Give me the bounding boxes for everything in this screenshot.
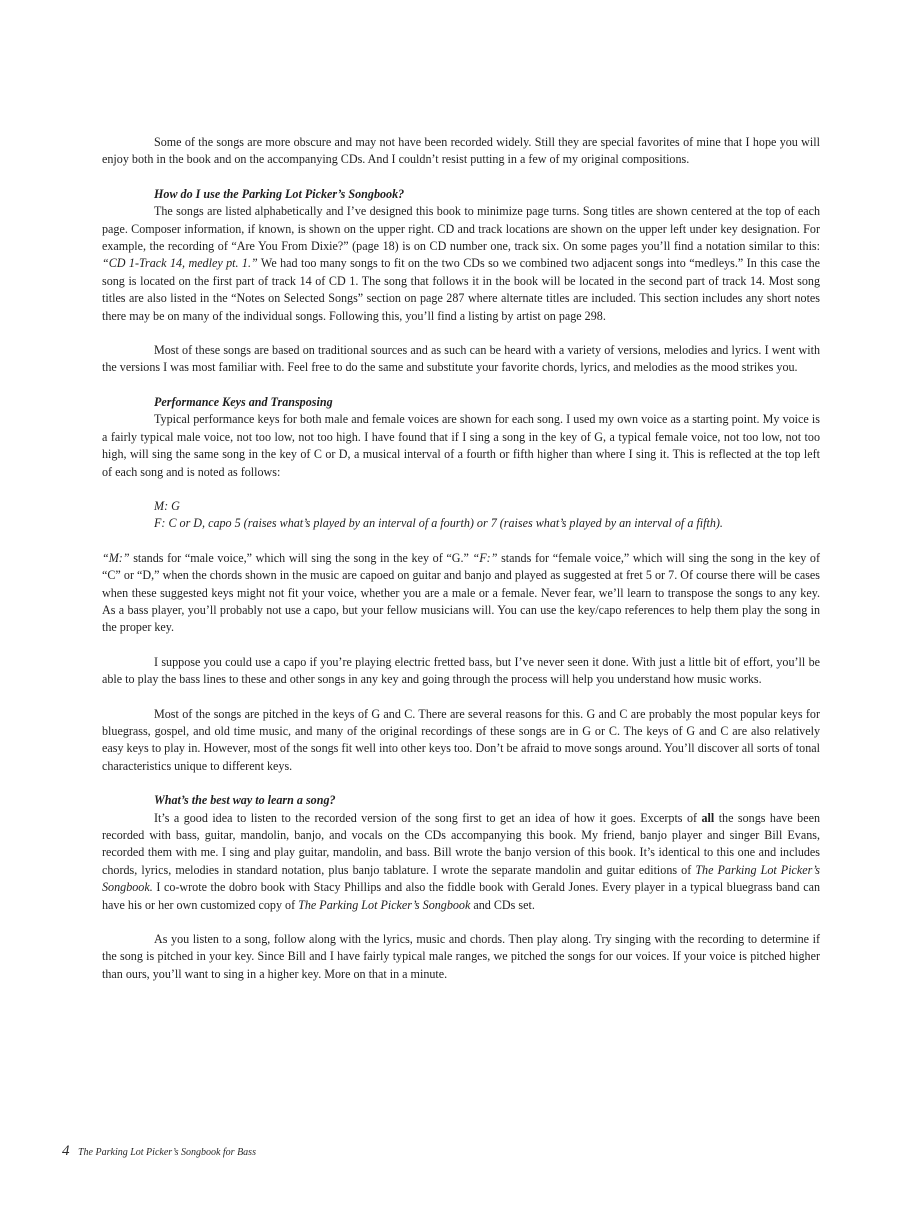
keys-paragraph-2: “M:” stands for “male voice,” which will sing the song in the key of “G.” “F:” stands for “female voice,” which will sing the song in the key of “C” or “D,” when the chords shown in the music are capoed on guitar and banjo and played as suggested at fret 5 or 7. Of course there will be cases when these suggested keys might not fit your voice, whether you are a male or a female. Never fear, we’ll learn to transpose the songs to any key. As a bass player, you’ll probably not use a capo, but your fellow musicians will. You can use the key/capo references to help them play the song in the proper key. — [102, 550, 820, 635]
learn-paragraph-2: As you listen to a song, follow along with the lyrics, music and chords. Then play along. Try singing with the recording to determine if the song is pitched in your key. Since Bill and I have fairly typical male ranges, we pitched the songs for our voices. If your voice is pitched higher than ours, you’ll want to sing in a higher key. More on that in a minute. — [102, 932, 820, 981]
section-heading-keys: Performance Keys and Transposing — [154, 394, 333, 409]
learn-paragraph-1: It’s a good idea to listen to the recorded version of the song first to get an idea of how it goes. Excerpts of all the songs have been recorded with bass, guitar, mandolin, banjo, and vocals on the CDs accompanying this book. My friend, banjo player and singer Bill Evans, recorded them with me. I sing and play guitar, mandolin, and bass. Bill wrote the banjo version of this book. It’s identical to this one and includes chords, lyrics, melodies in standard notation, plus banjo tablature. I wrote the separate mandolin and guitar editions of The Parking Lot Picker’s Songbook. I co-wrote the dobro book with Stacy Phillips and also the fiddle book with Gerald Jones. Every player in a typical bluegrass band can have his or her own customized copy of The Parking Lot Picker’s Songbook and CDs set. — [102, 810, 820, 912]
running-title: The Parking Lot Picker’s Songbook for Bass — [78, 1147, 256, 1158]
keys-paragraph-3: I suppose you could use a capo if you’re playing electric fretted bass, but I’ve never seen it done. With just a little bit of effort, you’ll be able to play the bass lines to these and other songs in any key and going through the process will help you understand how music works. — [102, 654, 820, 687]
page-body — [102, 134, 820, 983]
section-heading-learn: What’s the best way to learn a song? — [154, 793, 336, 808]
intro-paragraph: Some of the songs are more obscure and may not have been recorded widely. Still they are special favorites of mine that I hope you will enjoy both in the book and on the accompanying CDs. And I couldn’t resist putting in a few of my original compositions. — [102, 135, 820, 167]
keys-paragraph-4: Most of the songs are pitched in the keys of G and C. There are several reasons for this. G and C are probably the most popular keys for bluegrass, gospel, and old time music, and many of the original recordings of these songs are in G or C. The keys of G and C are also relatively easy keys to play in. However, most of the songs fit well into other keys too. Don’t be afraid to move songs around. You’ll discover all sorts of tonal characteristics unique to different keys. — [102, 706, 820, 773]
female-key-line: F: C or D, capo 5 (raises what’s played by an interval of a fourth) or 7 (raises what’s played by an interval of a fifth). — [154, 516, 723, 531]
use-paragraph-2: Most of these songs are based on traditional sources and as such can be heard with a variety of versions, melodies and lyrics. I went with the versions I was most familiar with. Feel free to do the same and substitute your favorite chords, lyrics, and melodies as the mood strikes you. — [102, 343, 820, 375]
keys-paragraph-1: Typical performance keys for both male and female voices are shown for each song. I used my own voice as a starting point. My voice is a fairly typical male voice, not too low, not too high. I have found that if I sing a song in the key of G, a typical female voice, not too low, not too high, will sing the same song in the key of C or D, a musical interval of a fourth or fifth higher than where I sing it. This is reflected at the top left of each song and is noted as follows: — [102, 412, 820, 479]
section-heading-use: How do I use the Parking Lot Picker’s Songbook? — [154, 186, 405, 201]
page-number: 4 — [62, 1143, 70, 1159]
page-footer — [62, 1143, 256, 1160]
male-key-line: M: G — [154, 498, 180, 513]
use-paragraph-1: The songs are listed alphabetically and I’ve designed this book to minimize page turns. Song titles are shown centered at the top of each page. Composer information, if known, is shown on the upper right. CD and track locations are shown on the upper left under key designation. For example, the recording of “Are You From Dixie?” (page 18) is on CD number one, track six. On some pages you’ll find a notation similar to this: “CD 1-Track 14, medley pt. 1.” We had too many songs to fit on the two CDs so we combined two adjacent songs into “medleys.” In this case the song is located on the first part of track 14 of CD 1. The song that follows it in the book will be located in the second part of track 14. Most song titles are also listed in the “Notes on Selected Songs” section on page 287 where alternate titles are included. This section includes any short notes there may be on many of the individual songs. Following this, you’ll find a listing by artist on page 298. — [102, 204, 820, 323]
